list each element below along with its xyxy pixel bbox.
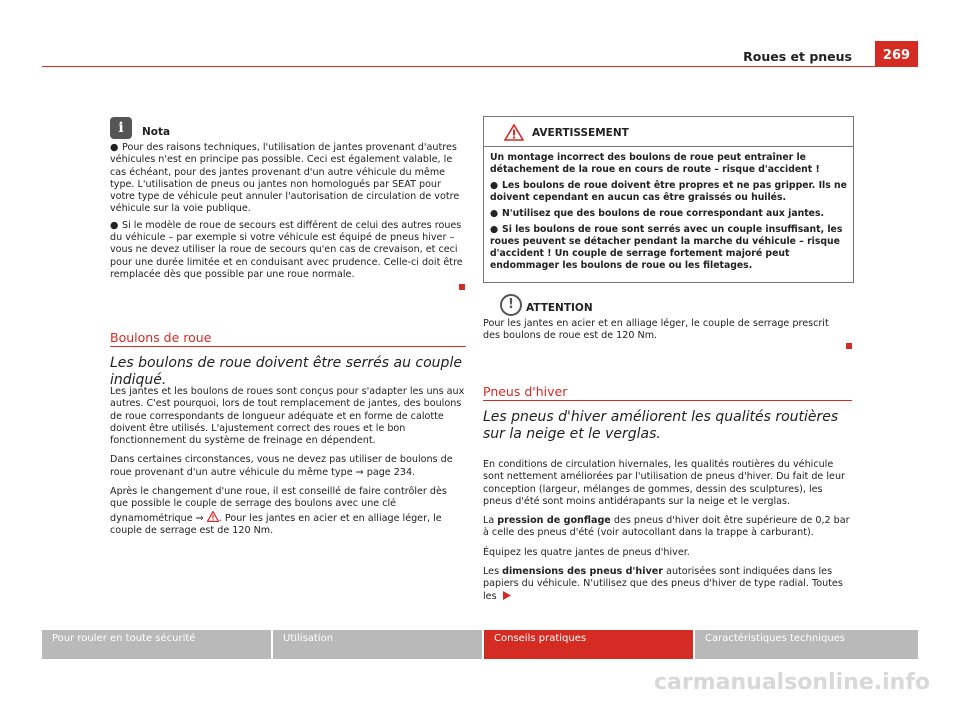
page-number: 269 — [875, 41, 918, 67]
attention-icon: ! — [500, 294, 522, 316]
attention-body — [483, 318, 843, 343]
paragraph: Dans certaines circonstances, vous ne devez pas utiliser de boulons de roue provenant d'un autre véhicule du même type ⇒ page 234. — [110, 454, 453, 478]
warning-box — [483, 116, 854, 283]
warning-header — [484, 117, 853, 147]
paragraph: Après le changement d'une roue, il est conseillé de faire contrôler dès que possible le couple de serrage des boulons avec une clé dynamométrique ⇒ . Pour les jantes en acier et en alliage léger, le couple de serrage est de 120 Nm. — [110, 486, 447, 536]
section-title-boulons: Boulons de roue — [110, 330, 212, 345]
nota-item: ● Pour des raisons techniques, l'utilisation de jantes provenant d'autres véhicules n'est en principe pas possible. Ceci est également valable, le cas échéant, pour des jantes provenant d'un autre véhicule du même type. L'utilisation de pneus ou jantes non homologués par SEAT pour votre type de véhicule peut annuler l'autorisation de circulation de votre véhicule sur la voie publique. — [110, 142, 460, 215]
continue-arrow-icon — [503, 591, 511, 600]
boulons-body — [110, 386, 466, 537]
bullet-icon: ● — [110, 219, 119, 231]
paragraph: Les jantes et les boulons de roues sont conçus pour s'adapter les uns aux autres. C'est pourquoi, lors de tout remplacement de jantes, des boulons de roue correspondants de longueur adéquate et en forme de calotte doivent être utilisés. L'ajustement correct des roues et le bon fonctionnement du système de freinage en dépendent. — [110, 386, 465, 447]
info-icon: i — [110, 117, 132, 139]
nota-body — [110, 142, 466, 281]
paragraph: Les dimensions des pneus d'hiver autorisées sont indiquées dans les papiers du véhicule. N'utilisez que des pneus d'hiver de type radial. Toutes les — [483, 566, 843, 602]
tab-conseils-pratiques[interactable]: Conseils pratiques — [484, 630, 693, 659]
section-subtitle-boulons: Les boulons de roue doivent être serrés au couple indiqué. — [110, 355, 462, 388]
tab-caracteristiques[interactable]: Caractéristiques techniques — [695, 630, 918, 659]
warning-item: ● N'utilisez que des boulons de roue correspondant aux jantes. — [490, 208, 825, 219]
running-header-title: Roues et pneus — [743, 49, 852, 64]
header-rule — [42, 66, 918, 67]
attention-text: Pour les jantes en acier et en alliage léger, le couple de serrage prescrit des boulons de roue est de 120 Nm. — [483, 318, 829, 342]
section-subtitle-hiver: Les pneus d'hiver améliorent les qualités routières sur la neige et le verglas. — [483, 409, 839, 442]
warning-item: ● Les boulons de roue doivent être propres et ne pas gripper. Ils ne doivent cependant en aucun cas être graissés ou huilés. — [490, 180, 847, 203]
section-title-hiver: Pneus d'hiver — [483, 384, 568, 399]
warning-icon — [504, 124, 524, 141]
warning-title: AVERTISSEMENT — [532, 127, 629, 139]
nota-item: ● Si le modèle de roue de secours est différent de celui des autres roues du véhicule – par exemple si votre véhicule est équipé de pneus hiver – vous ne devez utiliser la roue de secours qu'en cas de crevaison, et ceci pour une durée limitée et en conduisant avec prudence. Celle-ci doit être remplacée dès que possible par une roue normale. — [110, 219, 463, 280]
paragraph: Équipez les quatre jantes de pneus d'hiver. — [483, 546, 690, 558]
hiver-body — [483, 459, 852, 603]
warning-item: ● Si les boulons de roue sont serrés avec un couple insuffisant, les roues peuvent se détacher pendant la marche du véhicule – risque d'accident ! Un couple de serrage fortement majoré peut endommager les boulons de roue ou les filetages. — [490, 224, 843, 271]
bullet-icon: ● — [490, 180, 499, 191]
end-marker-icon — [459, 284, 465, 290]
warning-body — [484, 147, 853, 272]
end-marker-icon — [846, 343, 852, 349]
nota-title: Nota — [142, 126, 171, 138]
tab-securite[interactable]: Pour rouler en toute sécurité — [42, 630, 271, 659]
paragraph: La pression de gonflage des pneus d'hiver doit être supérieure de 0,2 bar à celle des pneus d'été (voir autocollant dans la trappe à carburant). — [483, 515, 850, 539]
watermark: carmanualsonline.info — [654, 670, 930, 695]
bullet-icon: ● — [490, 208, 499, 219]
section-rule — [110, 346, 466, 347]
bullet-icon: ● — [110, 142, 119, 153]
bullet-icon: ● — [490, 224, 499, 235]
warning-intro: Un montage incorrect des boulons de roue peut entraîner le détachement de la roue en cours de route – risque d'accident ! — [490, 152, 820, 175]
section-rule — [483, 400, 852, 401]
footer-nav — [42, 630, 918, 659]
paragraph: En conditions de circulation hivernales, les qualités routières du véhicule sont nettement améliorées par l'utilisation de pneus d'hiver. Du fait de leur conception (largeur, mélanges de gommes, dessin des sculptures), les pneus d'été sont moins antidérapants sur la neige et le verglas. — [483, 459, 845, 507]
warning-ref-icon[interactable] — [207, 511, 219, 522]
attention-title: ATTENTION — [526, 302, 593, 314]
tab-utilisation[interactable]: Utilisation — [273, 630, 482, 659]
